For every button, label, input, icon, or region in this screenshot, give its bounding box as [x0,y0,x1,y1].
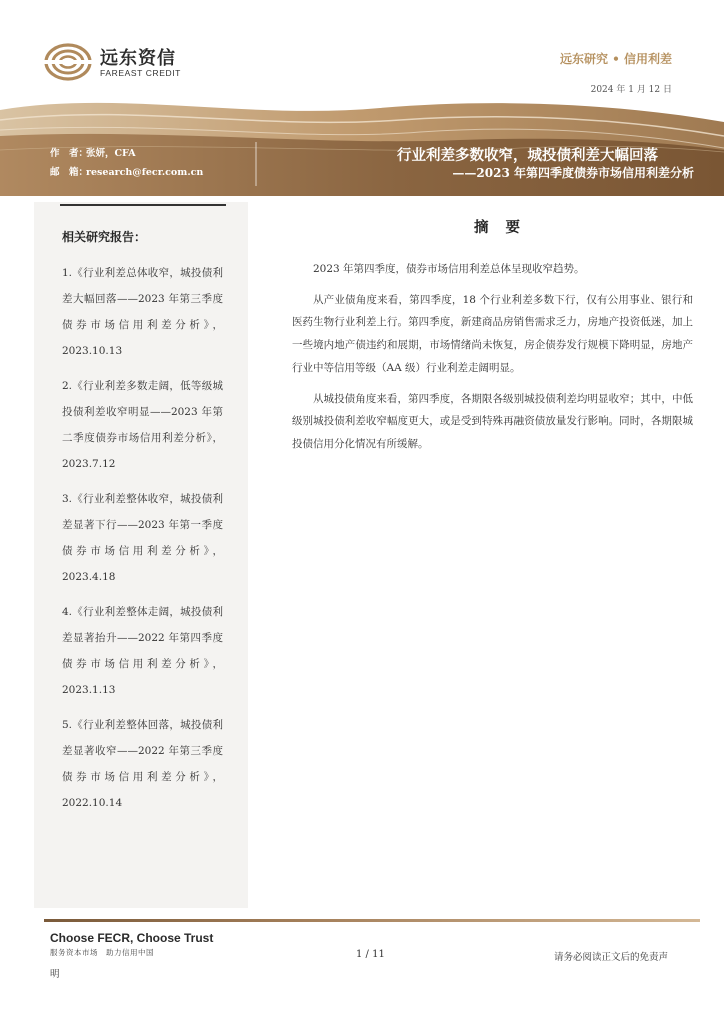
summary-heading: 摘 要 [474,219,527,236]
related-report-item[interactable]: 2.《行业利差多数走阔，低等级城投债利差收窄明显——2023 年第二季度债券市场信用利差分析》，2023.7.12 [62,380,223,470]
footer-divider [44,919,700,922]
related-report-item[interactable]: 5.《行业利差整体回落，城投债利差显著收窄——2022 年第三季度债券市场信用利差分析》，2022.10.14 [62,719,223,809]
author-email[interactable]: research@fecr.com.cn [86,167,204,178]
report-date: 2024 年 1 月 12 日 [590,85,672,95]
company-logo [44,42,234,82]
footer-slogan: Choose FECR, Choose Trust [50,931,214,945]
related-report-item[interactable]: 3.《行业利差整体收窄，城投债利差显著下行——2023 年第一季度债券市场信用利差分析》，2023.4.18 [62,493,223,583]
brand-name-cn: 远东资信 [100,48,176,69]
author-name: 张妍，CFA [86,148,136,159]
disclaimer-notice-continued: 明 [50,969,60,980]
sidebar-divider [60,204,226,206]
fareast-logo-icon [44,42,92,82]
related-reports-title: 相关研究报告： [62,230,147,244]
related-reports-list [62,260,223,825]
related-report-item[interactable]: 1.《行业利差总体收窄，城投债利差大幅回落——2023 年第三季度债券市场信用利差分析》，2023.10.13 [62,267,223,357]
email-line [50,163,203,182]
summary-paragraph: 从城投债角度来看，第四季度，各期限各级别城投债利差均明显收窄；其中，中低级别城投债利差收窄幅度更大，或是受到特殊再融资债放量发行影响。同时，各期限城投债信用分化情况有所缓解。 [292,392,693,450]
related-reports-sidebar [34,202,248,908]
disclaimer-notice: 请务必阅读正文后的免责声 [553,952,668,963]
report-title: 行业利差多数收窄，城投债利差大幅回落 [397,147,658,164]
page-number: 1 / 11 [356,949,385,960]
author-info [50,144,203,182]
author-label: 作 者： [50,148,89,159]
summary-paragraph: 2023 年第四季度，债券市场信用利差总体呈现收窄趋势。 [313,263,585,275]
summary-body [292,258,693,464]
email-label: 邮 箱： [50,167,89,178]
report-subtitle: ——2023 年第四季度债券市场信用利差分析 [452,166,694,180]
author-line [50,144,203,163]
report-series: 远东研究 • 信用利差 [559,52,672,66]
summary-paragraph: 从产业债角度来看，第四季度，18 个行业利差多数下行，仅有公用事业、银行和医药生物行业利差上行。第四季度，新建商品房销售需求乏力，房地产投资低迷，加上一些境内地产债违约和展期，市场情绪尚未恢复，房企债券发行规模下降明显，房地产行业中等信用等级（AA 级）行业利差走阔明显。 [292,293,693,374]
footer-slogan-cn: 服务资本市场 助力信用中国 [50,948,154,957]
related-report-item[interactable]: 4.《行业利差整体走阔，城投债利差显著抬升——2022 年第四季度债券市场信用利差分析》，2023.1.13 [62,606,223,696]
brand-name-en: FAREAST CREDIT [100,68,181,78]
